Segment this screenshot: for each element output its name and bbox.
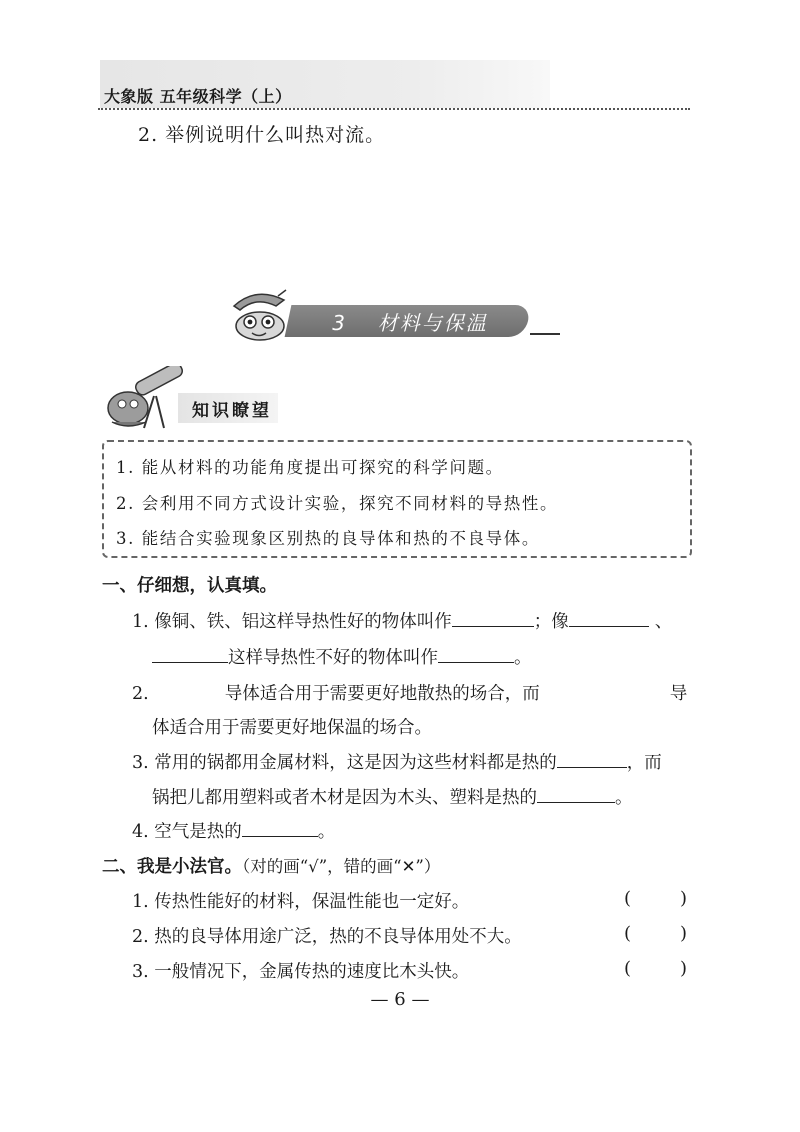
learning-goal: 3. 能结合实验现象区别热的良导体和热的不良导体。: [116, 529, 540, 548]
fill-question-1-cont: 这样导热性不好的物体叫作 。: [152, 644, 532, 669]
knowledge-label: 知识瞭望: [192, 401, 272, 421]
section-2-title: 二、我是小法官。（对的画“√”，错的画“✕”）: [102, 857, 441, 877]
page-number: — 6 —: [370, 989, 430, 1010]
answer-blank[interactable]: [557, 749, 627, 768]
judge-question-1: 1. 传热性能好的材料，保温性能也一定好。: [132, 892, 470, 912]
answer-blank[interactable]: [152, 644, 228, 663]
banner-underline: [530, 333, 560, 335]
header-divider: [98, 108, 690, 110]
lesson-title: [300, 307, 520, 336]
lesson-name: 材料与保温: [377, 311, 488, 335]
learning-goal: 2. 会利用不同方式设计实验，探究不同材料的导热性。: [116, 494, 559, 513]
fill-question-1: 1. 像铜、铁、铝这样导热性好的物体叫作 ；像 、: [132, 608, 672, 633]
answer-bracket-open[interactable]: (: [624, 958, 632, 979]
judge-question-2: 2. 热的良导体用途广泛，热的不良导体用处不大。: [132, 927, 522, 947]
answer-bracket-close: ): [680, 888, 688, 909]
answer-blank[interactable]: [537, 784, 615, 803]
fill-question-3-cont: 锅把儿都用塑料或者木材是因为木头、塑料是热的 。: [152, 784, 633, 809]
answer-bracket-open[interactable]: (: [624, 888, 632, 909]
judge-question-3: 3. 一般情况下，金属传热的速度比木头快。: [132, 962, 470, 982]
section-1-title: 一、仔细想，认真填。: [102, 576, 277, 596]
answer-blank[interactable]: [452, 608, 534, 627]
lesson-number: 3: [332, 311, 347, 335]
previous-question: 2. 举例说明什么叫热对流。: [138, 124, 386, 146]
answer-blank[interactable]: [569, 608, 649, 627]
fill-question-4: 4. 空气是热的 。: [132, 818, 335, 843]
fill-question-2-cont: 体适合用于需要更好地保温的场合。: [152, 718, 432, 738]
fill-question-2: 2. 导体适合用于需要更好地散热的场合，而 导: [132, 684, 688, 704]
answer-blank[interactable]: [242, 818, 318, 837]
learning-goal: 1. 能从材料的功能角度提出可探究的科学问题。: [116, 458, 504, 477]
answer-bracket-open[interactable]: (: [624, 923, 632, 944]
answer-blank[interactable]: [438, 644, 514, 663]
answer-bracket-close: ): [680, 958, 688, 979]
section-2-instruction: （对的画“√”，错的画“✕”）: [242, 857, 441, 876]
fill-question-3: 3. 常用的锅都用金属材料，这是因为这些材料都是热的 ，而: [132, 749, 662, 774]
book-title: 大象版 五年级科学（上）: [104, 87, 292, 106]
answer-bracket-close: ): [680, 923, 688, 944]
